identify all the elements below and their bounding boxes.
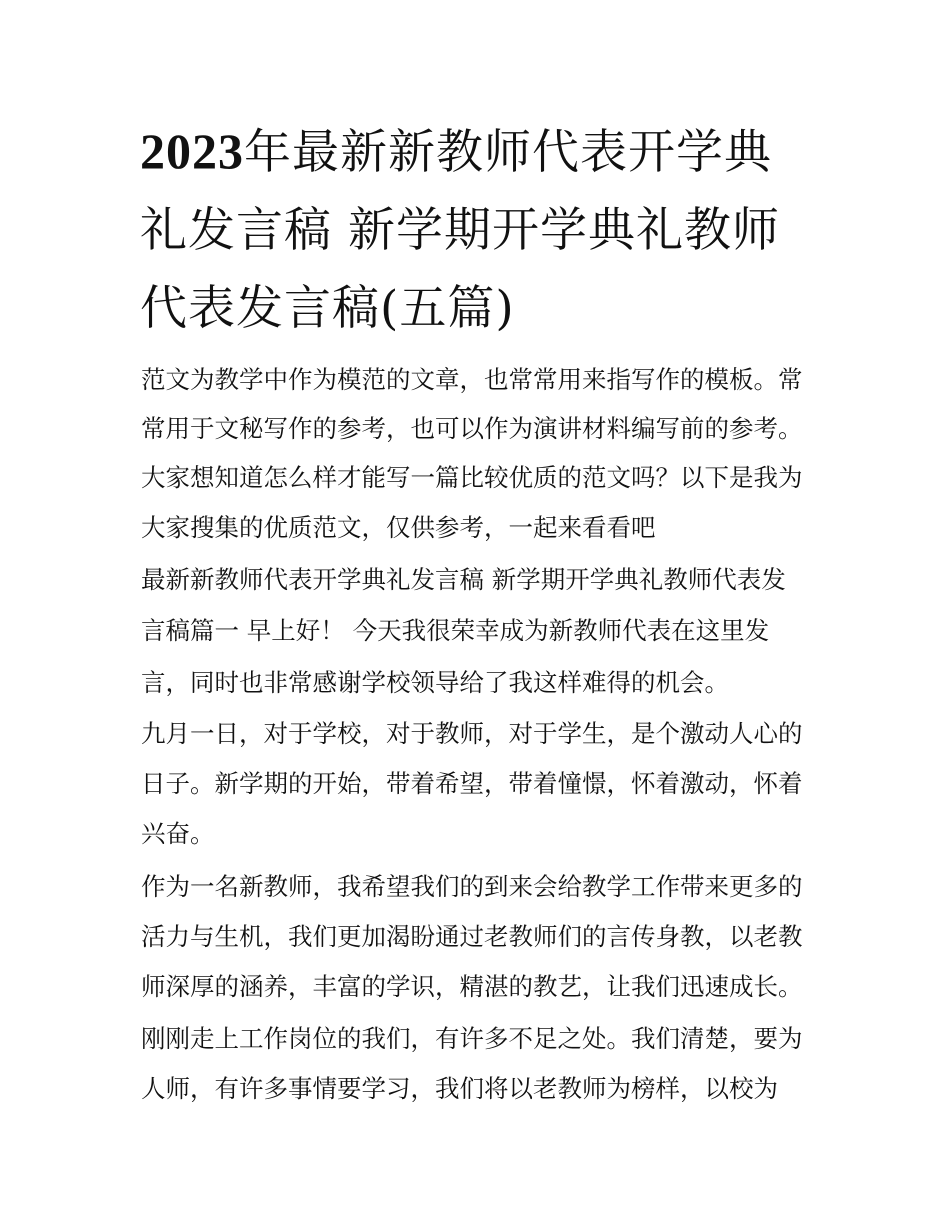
body-line: 兴奋。 xyxy=(141,819,215,848)
title-year: 2023 xyxy=(140,123,244,179)
body-line: 刚刚走上工作岗位的我们，有许多不足之处。我们清楚，要为 xyxy=(141,1024,803,1053)
body-line: 最新新教师代表开学典礼发言稿 新学期开学典礼教师代表发 xyxy=(141,565,786,594)
body-line: 常用于文秘写作的参考，也可以作为演讲材料编写前的参考。 xyxy=(141,414,803,443)
title-line-2: 礼发言稿 新学期开学典礼教师 xyxy=(140,203,780,258)
body-line: 九月一日，对于学校，对于教师，对于学生，是个激动人心的 xyxy=(141,719,803,748)
title-line-1: 年最新新教师代表开学典 xyxy=(244,125,772,180)
body-line: 日子。新学期的开始，带着希望，带着憧憬，怀着激动，怀着 xyxy=(141,769,803,798)
body-line: 活力与生机，我们更加渴盼通过老教师们的言传身教，以老教 xyxy=(141,922,803,951)
body-line: 人师，有许多事情要学习，我们将以老教师为榜样，以校为 xyxy=(141,1074,778,1103)
body-line: 言稿篇一 早上好！ 今天我很荣幸成为新教师代表在这里发 xyxy=(141,616,770,645)
body-line: 师深厚的涵养，丰富的学识，精湛的教艺，让我们迅速成长。 xyxy=(141,972,803,1001)
document-title xyxy=(140,112,820,348)
title-line-3: 代表发言稿(五篇) xyxy=(140,281,515,336)
body-line: 大家搜集的优质范文，仅供参考，一起来看看吧 xyxy=(141,513,656,542)
body-line: 范文为教学中作为模范的文章，也常常用来指写作的模板。常 xyxy=(141,365,803,394)
body-line: 言，同时也非常感谢学校领导给了我这样难得的机会。 xyxy=(141,668,729,697)
body-line: 作为一名新教师，我希望我们的到来会给教学工作带来更多的 xyxy=(141,872,803,901)
body-line: 大家想知道怎么样才能写一篇比较优质的范文吗？以下是我为 xyxy=(141,463,803,492)
